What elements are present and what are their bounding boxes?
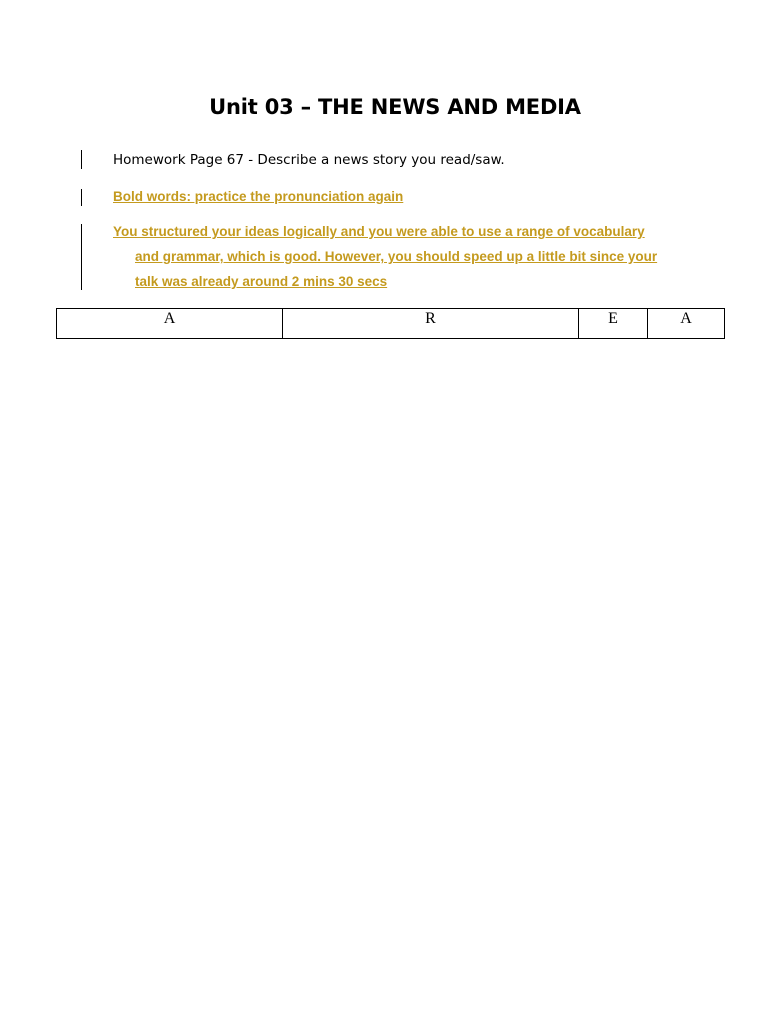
bold-words-note: Bold words: practice the pronunciation again [113, 189, 404, 204]
change-bar [81, 189, 82, 206]
page-title: Unit 03 – THE NEWS AND MEDIA [209, 95, 581, 119]
feedback-line-3: talk was already around 2 mins 30 secs [135, 274, 388, 289]
feedback-line-2: and grammar, which is good. However, you should speed up a little bit since your [135, 249, 658, 264]
table-cell: E [579, 309, 648, 339]
feedback-line-1: You structured your ideas logically and you were able to use a range of vocabulary [113, 224, 645, 239]
table-cell: A [648, 309, 725, 339]
table-row [57, 309, 725, 339]
table-cell: A [57, 309, 283, 339]
homework-line: Homework Page 67 - Describe a news story you read/saw. [113, 152, 505, 168]
change-bar [81, 224, 82, 290]
grades-table [56, 308, 725, 339]
table-cell: R [283, 309, 579, 339]
change-bar [81, 150, 82, 169]
